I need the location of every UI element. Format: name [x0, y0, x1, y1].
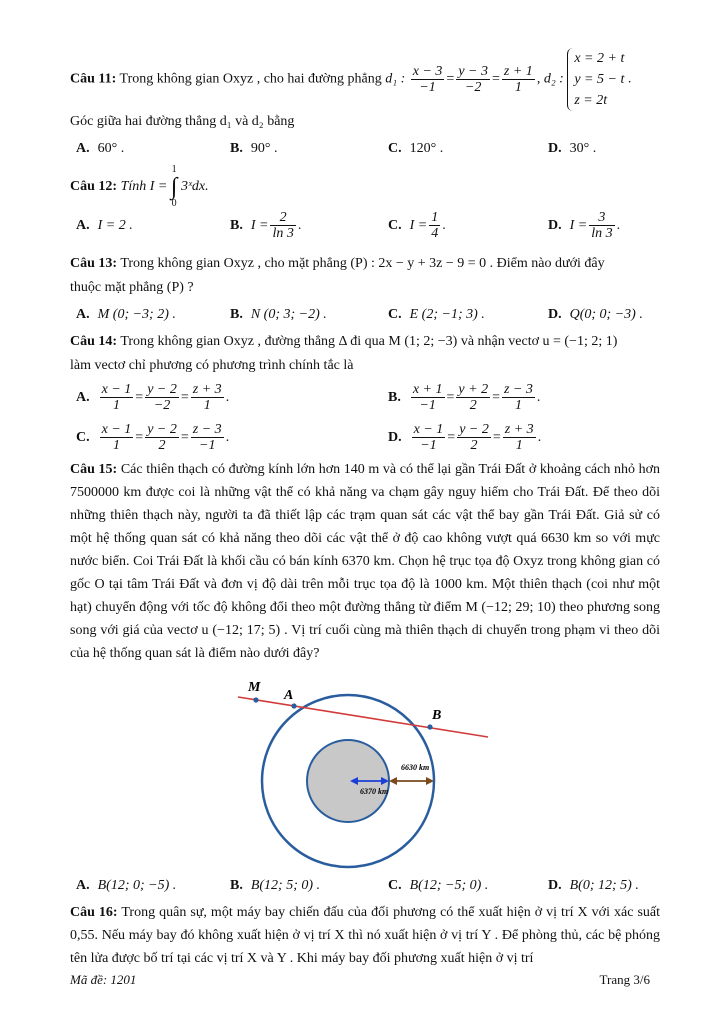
question-15-options	[70, 871, 660, 901]
label-6630km: 6630 km	[401, 763, 430, 772]
label-6370km: 6370 km	[360, 787, 389, 796]
page-footer	[70, 972, 650, 988]
q13-option-c[interactable]: C. E (2; −1; 3) .	[388, 307, 485, 322]
integrand: 3ˣdx.	[180, 179, 209, 195]
question-11-label: Câu 11:	[70, 71, 117, 87]
label-m: M	[248, 680, 261, 695]
q11-option-b[interactable]: B. 90° .	[230, 141, 278, 156]
q12-option-a[interactable]: A. I = 2 .	[76, 218, 133, 233]
meteor-path	[238, 697, 488, 737]
q15-option-a[interactable]: A. B(12; 0; −5) .	[76, 878, 177, 893]
question-16-label: Câu 16:	[70, 905, 118, 920]
d2-system: x = 2 + t y = 5 − t z = 2t	[567, 48, 624, 111]
question-15	[70, 458, 660, 665]
question-14-options-cd	[70, 418, 660, 458]
question-12-options	[70, 206, 660, 246]
d2-name: d₂ :	[543, 71, 564, 87]
point-a-dot	[291, 703, 296, 708]
q15-option-d[interactable]: D. B(0; 12; 5) .	[548, 878, 639, 893]
question-13-options	[70, 300, 660, 330]
question-14-options-ab	[70, 378, 660, 418]
exam-code: Mã đề: 1201	[70, 972, 137, 987]
q13-option-a[interactable]: A. M (0; −3; 2) .	[76, 307, 176, 322]
question-15-body: Các thiên thạch có đường kính lớn hơn 140 m và có thể lại gần Trái Đất ở khoảng cách nhỏ hơn 7500000 km được coi là những vật thể có khả năng va chạm gây nguy hiểm cho Trái Đất. Để theo dõi những thiên thạch này, người ta đã thiết lập các trạm quan sát các vật thể bay gần Trái Đất. Giả sử có một hệ thống quan sát có khả năng theo dõi các vật thể ở độ cao không vượt quá 6630 km so với mực nước biển. Coi Trái Đất là khối cầu có bán kính 6370 km. Chọn hệ trục tọa độ Oxyz trong không gian có gốc O tại tâm Trái Đất và đơn vị độ dài trên mỗi trục tọa độ là 1000 km. Một thiên thạch (coi như một hạt) chuyển động với tốc độ không đổi theo một đường thẳng từ điểm M (−12; 29; 10) theo phương song song với giá của vectơ u (−12; 17; 5) . Vị trí cuối cùng mà thiên thạch di chuyển trong phạm vi theo dõi của hệ thống quan sát là điểm nào dưới đây?	[70, 462, 661, 661]
question-11-options	[70, 134, 660, 164]
question-14-line2: làm vectơ chỉ phương có phương trình chính tắc là	[70, 358, 354, 373]
question-13	[70, 252, 660, 276]
outer-arrow-head-left	[389, 777, 397, 785]
label-b: B	[432, 708, 442, 723]
orbit-diagram	[70, 671, 660, 871]
integral-sign: 1 ∫ 0	[170, 164, 178, 209]
d1-frac-y: $\frac{y - 3}{-2}$	[458, 64, 488, 95]
page-number: Trang 3/6	[599, 972, 650, 987]
point-m-dot	[253, 697, 258, 702]
question-16	[70, 901, 660, 970]
point-b-dot	[427, 724, 432, 729]
question-12-stem: Tính I =	[120, 179, 168, 195]
question-13-line2: thuộc mặt phẳng (P) ?	[70, 280, 194, 295]
q14-option-d[interactable]: D. $\frac{x - 1}{-1}$ = $\frac{y - 2}{2}$ = $\frac{z + 3}{1}$ .	[388, 422, 542, 454]
q14-option-c[interactable]: C. $\frac{x - 1}{1}$ = $\frac{y - 2}{2}$ = $\frac{z - 3}{-1}$ .	[76, 422, 230, 454]
question-14-label: Câu 14:	[70, 334, 118, 349]
d1-name: d₁ :	[385, 71, 406, 87]
question-16-body: Trong quân sự, một máy bay chiến đấu của đối phương có thể xuất hiện ở vị trí X với xác suất 0,55. Nếu máy bay đó không xuất hiện ở vị trí X thì nó xuất hiện ở vị trí Y . Để phòng thủ, các bệ phóng tên lửa được bố trí tại các vị trí X và Y . Khi máy bay đối phương xuất hiện ở vị trí	[70, 905, 660, 966]
question-14-stem: Trong không gian Oxyz , đường thẳng Δ đi qua M (1; 2; −3) và nhận vectơ u = (−1; 2; 1)	[120, 334, 618, 349]
question-11: Câu 11: Trong không gian Oxyz , cho hai đường phẳng d₁ : $\frac{x - 3}{-1}$ = $\frac{y - 3}{-2}$ = $\frac{z + 1}{1}$ , d₂ : x = 2 + t y = 5 − t z = 2t .	[70, 48, 660, 104]
question-11-line2: Góc giữa hai đường thẳng d₁ và d₂ bằng	[70, 114, 295, 129]
d1-frac-z: $\frac{z + 1}{1}$	[503, 64, 533, 95]
q14-option-b[interactable]: B. $\frac{x + 1}{-1}$ = $\frac{y + 2}{2}$ = $\frac{z - 3}{1}$ .	[388, 382, 541, 414]
q13-option-b[interactable]: B. N (0; 3; −2) .	[230, 307, 327, 322]
q12-option-c[interactable]: C. I = $\frac{1}{4}$ .	[388, 210, 446, 242]
question-15-label: Câu 15:	[70, 462, 118, 477]
q11-option-c[interactable]: C. 120° .	[388, 141, 444, 156]
q12-option-d[interactable]: D. I = $\frac{3}{\ln 3}$ .	[548, 210, 621, 242]
question-11-stem: Trong không gian Oxyz , cho hai đường phẳng	[119, 71, 382, 87]
question-12	[70, 164, 660, 209]
question-13-stem: Trong không gian Oxyz , cho mặt phẳng (P) : 2x − y + 3z − 9 = 0 . Điểm nào dưới đây	[120, 256, 605, 271]
label-a: A	[284, 688, 294, 703]
q12-option-b[interactable]: B. I = $\frac{2}{\ln 3}$ .	[230, 210, 302, 242]
q11-option-d[interactable]: D. 30° .	[548, 141, 597, 156]
d1-frac-x: $\frac{x - 3}{-1}$	[412, 64, 443, 95]
q15-option-b[interactable]: B. B(12; 5; 0) .	[230, 878, 321, 893]
q13-option-d[interactable]: D. Q(0; 0; −3) .	[548, 307, 643, 322]
question-12-label: Câu 12:	[70, 179, 118, 195]
exam-page	[70, 48, 660, 970]
q15-option-c[interactable]: C. B(12; −5; 0) .	[388, 878, 489, 893]
orbit-figure	[70, 671, 660, 871]
q14-option-a[interactable]: A. $\frac{x - 1}{1}$ = $\frac{y - 2}{-2}$ = $\frac{z + 3}{1}$ .	[76, 382, 230, 414]
question-13-label: Câu 13:	[70, 256, 118, 271]
question-14	[70, 330, 660, 354]
q11-option-a[interactable]: A. 60° .	[76, 141, 125, 156]
